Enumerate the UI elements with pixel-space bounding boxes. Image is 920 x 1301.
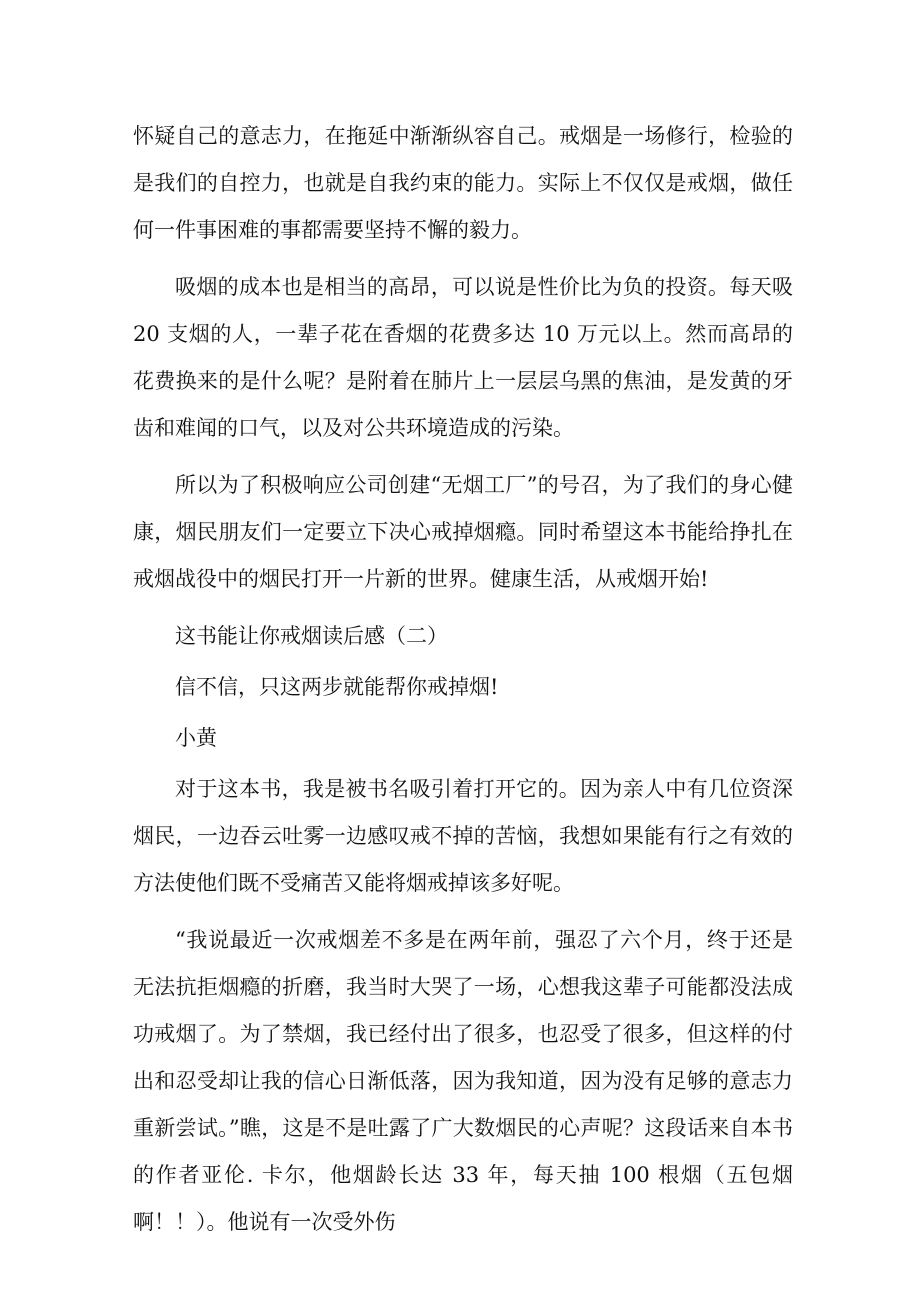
- article-title: 信不信，只这两步就能帮你戒掉烟!: [175, 675, 499, 699]
- paragraph-author-quote: “我说最近一次戒烟差不多是在两年前，强忍了六个月，终于还是无法抗拒烟瘾的折磨，我当时大哭了一场，心想我这辈子可能都没法成功戒烟了。为了禁烟，我已经付出了很多，也忍受了很多，但这样的付出和忍受却让我的信心日渐低落，因为我知道，因为没有足够的意志力重新尝试。”瞧，这是不是吐露了广大数烟民的心声呢？这段话来自本书的作者亚伦. 卡尔，他烟龄长达 33 年，每天抽 100 根烟（五包烟啊！！）。他说有一次受外伤: [133, 928, 793, 1234]
- paragraph-willpower: 怀疑自己的意志力，在拖延中渐渐纵容自己。戒烟是一场修行，检验的是我们的自控力，也就是自我约束的能力。实际上不仅仅是戒烟，做任何一件事困难的事都需要坚持不懈的毅力。: [133, 124, 793, 242]
- paragraph-smoking-cost: 吸烟的成本也是相当的高昂，可以说是性价比为负的投资。每天吸 20 支烟的人，一辈子花在香烟的花费多达 10 万元以上。然而高昂的花费换来的是什么呢？是附着在肺片上一层层乌黑的焦油，是发黄的牙齿和难闻的口气，以及对公共环境造成的污染。: [133, 275, 793, 440]
- author-name: 小黄: [175, 726, 217, 750]
- text-column: [133, 113, 793, 1256]
- section-title: 这书能让你戒烟读后感（二）: [175, 624, 448, 648]
- paragraph-book-intro: 对于这本书，我是被书名吸引着打开它的。因为亲人中有几位资深烟民，一边吞云吐雾一边感叹戒不掉的苦恼，我想如果能有行之有效的方法使他们既不受痛苦又能将烟戒掉该多好呢。: [133, 777, 793, 895]
- paragraph-smoke-free-factory: 所以为了积极响应公司创建“无烟工厂”的号召，为了我们的身心健康，烟民朋友们一定要立下决心戒掉烟瘾。同时希望这本书能给挣扎在戒烟战役中的烟民打开一片新的世界。健康生活，从戒烟开始!: [133, 473, 793, 591]
